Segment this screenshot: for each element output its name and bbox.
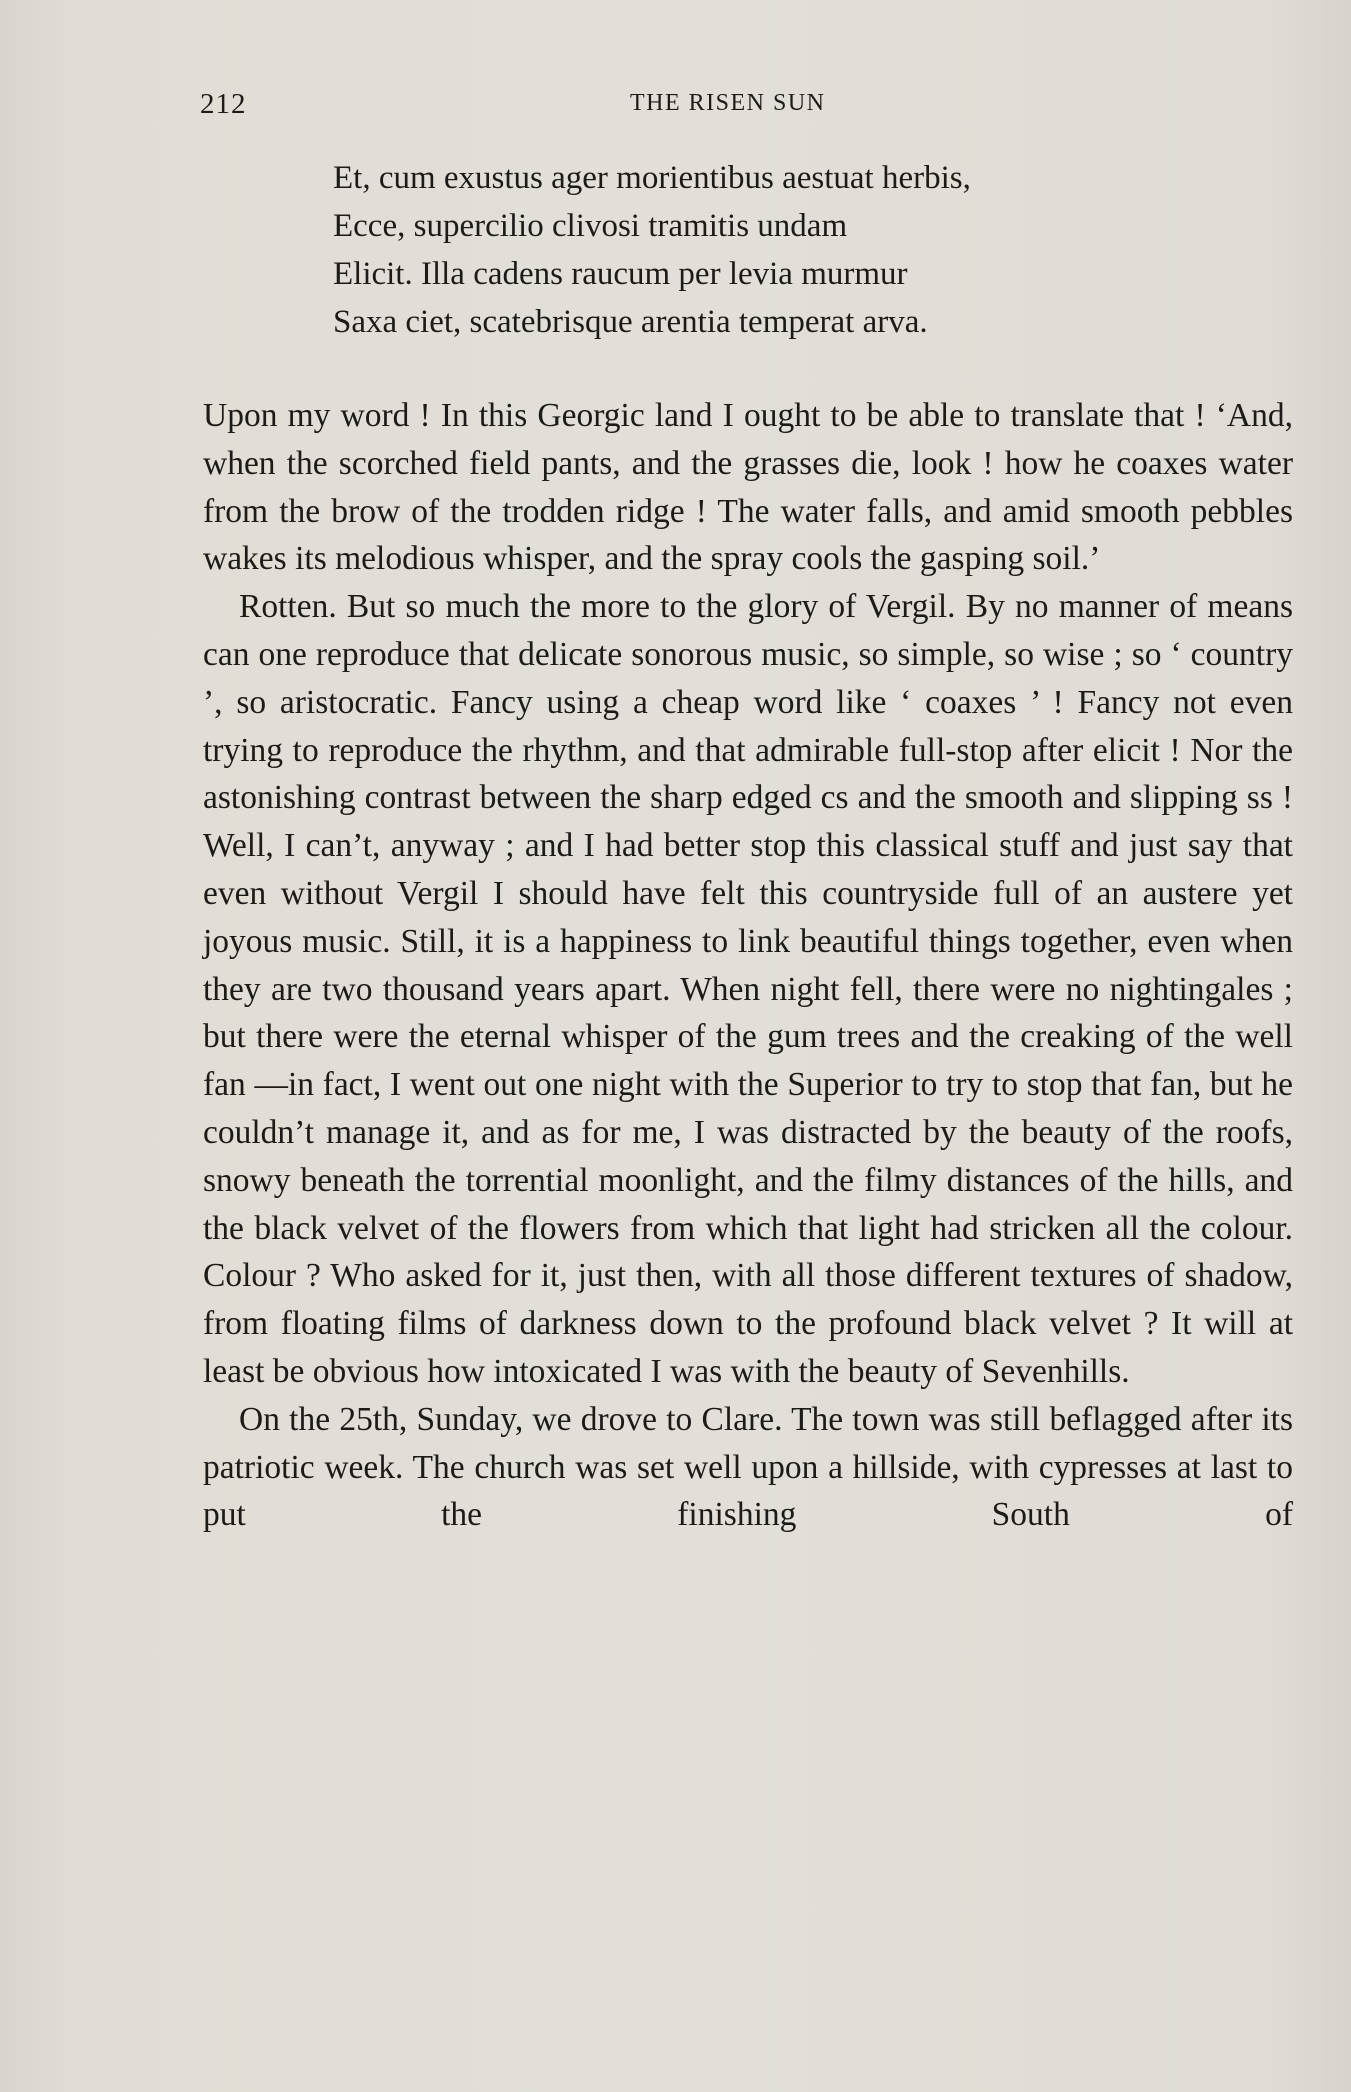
- verse-line: Saxa ciet, scatebrisque arentia temperat arva.: [333, 304, 928, 340]
- verse-line: Ecce, supercilio clivosi tramitis undam: [333, 208, 848, 244]
- verse-line: Et, cum exustus ager morientibus aestuat herbis,: [333, 160, 971, 196]
- paragraph-clare-visit: On the 25th, Sunday, we drove to Clare. The town was still beflagged after its patriotic week. The church was set well upon a hillside, with cypresses at last to put the finishing South of: [203, 1400, 1293, 1534]
- paragraph-translation: Upon my word ! In this Georgic land I ought to be able to translate that ! ‘And, when the scorched field pants, and the grasses die, look ! how he coaxes water from the brow of the trodden ridge ! The water falls, and amid smooth pebbles wakes its melodious whisper, and the spray cools the gasping soil.’: [203, 397, 1293, 578]
- body-text: [203, 392, 1293, 1539]
- page-number: 212: [200, 88, 247, 120]
- running-head: [200, 88, 1292, 128]
- book-title: THE RISEN SUN: [630, 90, 826, 116]
- verse-line: Elicit. Illa cadens raucum per levia murmur: [333, 256, 908, 292]
- paragraph-vergil-commentary: Rotten. But so much the more to the glory of Vergil. By no manner of means can one reproduce that delicate sonorous music, so simple, so wise ; so ‘ country ’, so aristocratic. Fancy using a cheap word like ‘ coaxes ’ ! Fancy not even trying to reproduce the rhythm, and that admirable full-stop after elicit ! Nor the astonishing contrast between the sharp edged cs and the smooth and slipping ss ! Well, I can’t, anyway ; and I had better stop this classical stuff and just say that even without Vergil I should have felt this countryside full of an austere yet joyous music. Still, it is a happiness to link beautiful things together, even when they are two thousand years apart. When night fell, there were no nightingales ; but there were the eternal whisper of the gum trees and the creaking of the well fan —in fact, I went out one night with the Superior to try to stop that fan, but he couldn’t manage it, and as for me, I was distracted by the beauty of the roofs, snowy beneath the torrential moonlight, and the filmy distances of the hills, and the black velvet of the flowers from which that light had stricken all the colour. Colour ? Who asked for it, just then, with all those different textures of shadow, from floating films of darkness down to the profound black velvet ? It will at least be obvious how intoxicated I was with the beauty of Sevenhills.: [203, 588, 1293, 1390]
- latin-verse-quotation: [333, 154, 1233, 346]
